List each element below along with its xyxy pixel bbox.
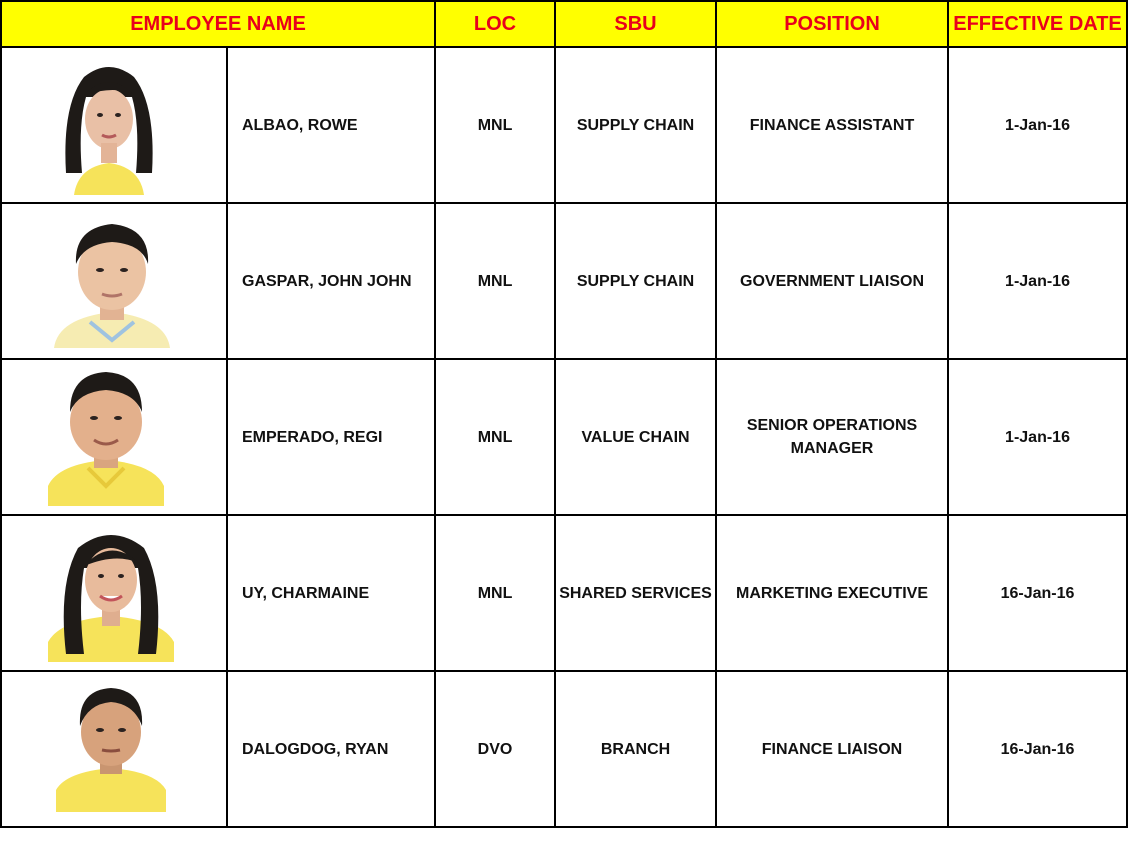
- employee-photo: [48, 524, 174, 662]
- photo-cell: [1, 359, 227, 515]
- employee-sbu: SUPPLY CHAIN: [555, 47, 716, 203]
- employee-loc: MNL: [435, 359, 555, 515]
- table-row: [1, 515, 1127, 671]
- header-sbu: SBU: [555, 1, 716, 47]
- employee-loc: MNL: [435, 47, 555, 203]
- employee-photo: [48, 368, 164, 506]
- employee-position: MARKETING EXECUTIVE: [716, 515, 948, 671]
- employee-name: EMPERADO, REGI: [227, 359, 435, 515]
- employee-position: FINANCE ASSISTANT: [716, 47, 948, 203]
- employee-photo: [56, 686, 166, 812]
- table-row: [1, 203, 1127, 359]
- employee-sbu: SHARED SERVICES: [555, 515, 716, 671]
- employee-name: UY, CHARMAINE: [227, 515, 435, 671]
- header-row: [1, 1, 1127, 47]
- table-row: [1, 671, 1127, 827]
- position-line: SENIOR OPERATIONS: [746, 417, 918, 434]
- employee-sbu: SUPPLY CHAIN: [555, 203, 716, 359]
- employee-photo: [50, 214, 174, 348]
- employee-position: [716, 359, 948, 515]
- table-row: [1, 359, 1127, 515]
- header-position: POSITION: [716, 1, 948, 47]
- employee-effective-date: 1-Jan-16: [948, 359, 1127, 515]
- employee-effective-date: 1-Jan-16: [948, 47, 1127, 203]
- photo-cell: [1, 671, 227, 827]
- photo-cell: [1, 203, 227, 359]
- photo-cell: [1, 515, 227, 671]
- employee-sbu: BRANCH: [555, 671, 716, 827]
- header-employee-name: EMPLOYEE NAME: [1, 1, 435, 47]
- employee-name: DALOGDOG, RYAN: [227, 671, 435, 827]
- employee-loc: DVO: [435, 671, 555, 827]
- employee-position: FINANCE LIAISON: [716, 671, 948, 827]
- header-loc: LOC: [435, 1, 555, 47]
- employee-loc: MNL: [435, 515, 555, 671]
- employee-name: ALBAO, ROWE: [227, 47, 435, 203]
- employee-name: GASPAR, JOHN JOHN: [227, 203, 435, 359]
- employee-loc: MNL: [435, 203, 555, 359]
- employee-effective-date: 1-Jan-16: [948, 203, 1127, 359]
- table-row: [1, 47, 1127, 203]
- header-effective-date: EFFECTIVE DATE: [948, 1, 1127, 47]
- employee-photo: [44, 55, 174, 195]
- photo-cell: [1, 47, 227, 203]
- employee-sbu: VALUE CHAIN: [555, 359, 716, 515]
- position-line: MANAGER: [790, 440, 874, 457]
- employee-effective-date: 16-Jan-16: [948, 515, 1127, 671]
- employee-position: GOVERNMENT LIAISON: [716, 203, 948, 359]
- employee-effective-date: 16-Jan-16: [948, 671, 1127, 827]
